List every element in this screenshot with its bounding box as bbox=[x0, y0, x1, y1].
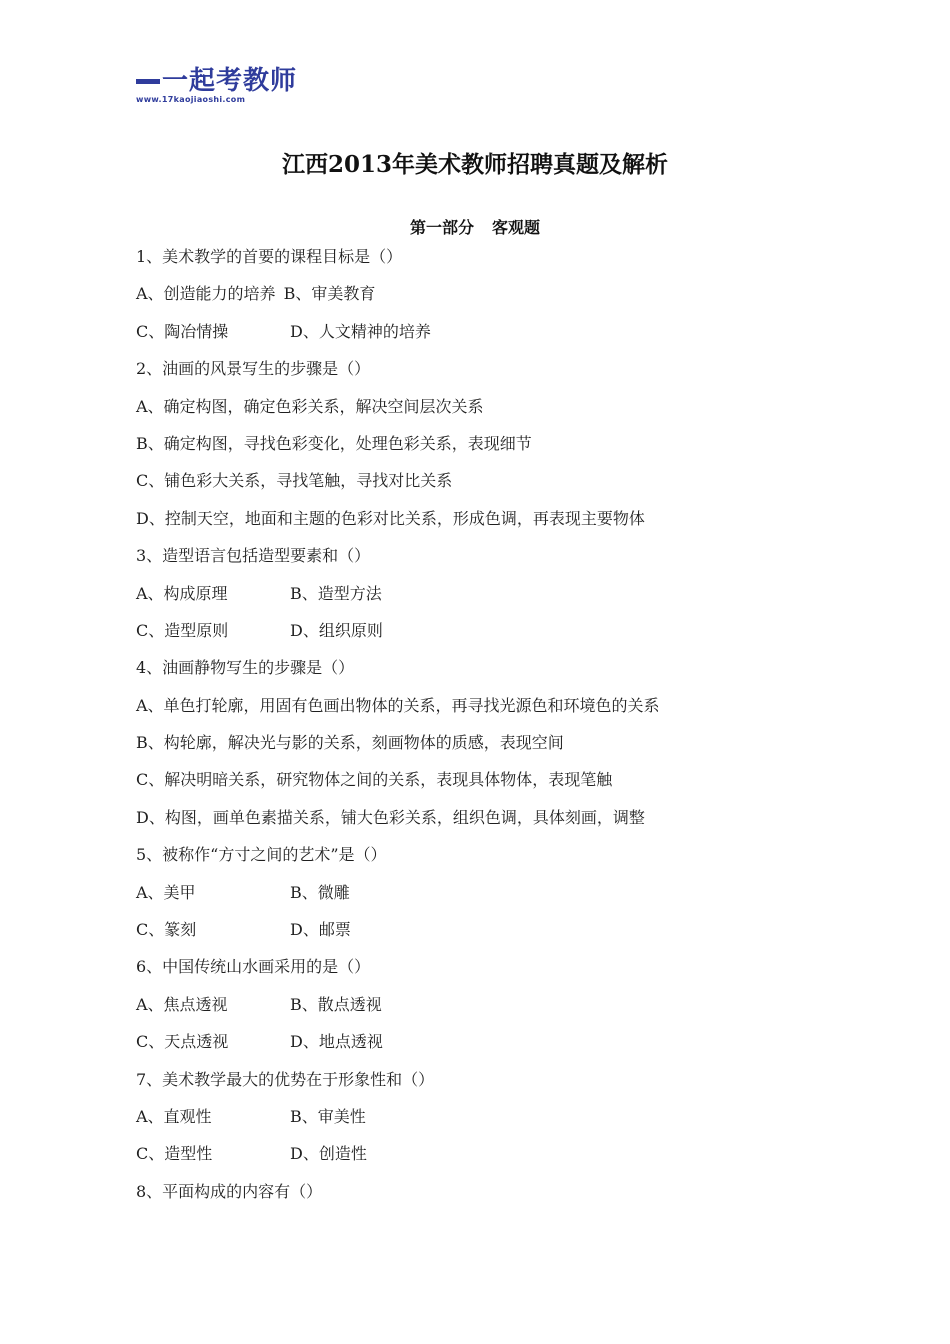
option-text: C、天点透视 bbox=[136, 1032, 229, 1052]
option-text: A、焦点透视 bbox=[136, 994, 228, 1014]
option-row bbox=[136, 1143, 836, 1180]
option-text: C、篆刻 bbox=[136, 920, 197, 940]
option-row bbox=[136, 470, 836, 507]
option-row bbox=[136, 732, 836, 769]
option-row bbox=[136, 321, 836, 358]
option-text: D、构图，画单色素描关系，铺大色彩关系，组织色调，具体刻画，调整 bbox=[136, 807, 645, 827]
option-text: A、确定构图，确定色彩关系，解决空间层次关系 bbox=[136, 396, 484, 416]
section-name: 客观题 bbox=[492, 218, 541, 237]
option-row bbox=[136, 769, 836, 806]
option-row bbox=[136, 695, 836, 732]
option-row bbox=[136, 1031, 836, 1068]
option-text: B、散点透视 bbox=[290, 994, 382, 1014]
option-text: A、构成原理 bbox=[136, 583, 228, 603]
question-text: 8、平面构成的内容有（） bbox=[136, 1181, 323, 1201]
option-text: D、组织原则 bbox=[290, 620, 383, 640]
question-list bbox=[136, 246, 836, 1218]
option-text: B、审美性 bbox=[290, 1106, 366, 1126]
option-row bbox=[136, 583, 836, 620]
option-text: D、控制天空，地面和主题的色彩对比关系，形成色调，再表现主要物体 bbox=[136, 508, 645, 528]
option-row bbox=[136, 882, 836, 919]
option-row bbox=[136, 807, 836, 844]
question-text: 6、中国传统山水画采用的是（） bbox=[136, 957, 371, 977]
option-text: D、创造性 bbox=[290, 1144, 367, 1164]
option-text: C、铺色彩大关系，寻找笔触，寻找对比关系 bbox=[136, 471, 453, 491]
logo-url: www.17kaojiaoshi.com bbox=[136, 95, 246, 104]
option-row bbox=[136, 508, 836, 545]
option-text: D、邮票 bbox=[290, 920, 351, 940]
option-row bbox=[136, 283, 836, 320]
question-text: 3、造型语言包括造型要素和（） bbox=[136, 546, 371, 566]
logo-wordmark bbox=[136, 66, 298, 96]
option-row bbox=[136, 433, 836, 470]
logo-dash bbox=[136, 79, 160, 84]
option-text: C、解决明暗关系，研究物体之间的关系，表现具体物体，表现笔触 bbox=[136, 770, 613, 790]
option-text: C、造型原则 bbox=[136, 620, 229, 640]
option-text: B、造型方法 bbox=[290, 583, 382, 603]
option-text: C、陶冶情操 bbox=[136, 321, 229, 341]
section-part: 第一部分 bbox=[409, 218, 474, 237]
option-text: D、人文精神的培养 bbox=[290, 321, 431, 341]
option-text: A、美甲 bbox=[136, 882, 196, 902]
option-text: B、微雕 bbox=[290, 882, 350, 902]
option-text: B、构轮廓，解决光与影的关系，刻画物体的质感，表现空间 bbox=[136, 733, 564, 753]
option-row bbox=[136, 620, 836, 657]
option-row bbox=[136, 994, 836, 1031]
logo-text: 一起考教师 bbox=[162, 66, 298, 96]
question-text: 1、美术教学的首要的课程目标是（） bbox=[136, 247, 403, 266]
section-heading bbox=[0, 217, 950, 239]
document-title: 江西2013年美术教师招聘真题及解析 bbox=[281, 151, 668, 178]
option-text: C、造型性 bbox=[136, 1144, 213, 1164]
option-row bbox=[136, 396, 836, 433]
option-row bbox=[136, 1106, 836, 1143]
option-text: D、地点透视 bbox=[290, 1032, 383, 1052]
option-text: A、单色打轮廓，用固有色画出物体的关系，再寻找光源色和环境色的关系 bbox=[136, 695, 660, 715]
logo bbox=[136, 66, 298, 108]
option-text: B、确定构图，寻找色彩变化，处理色彩关系，表现细节 bbox=[136, 433, 532, 453]
option-text: B、审美教育 bbox=[283, 284, 376, 304]
question-text: 2、油画的风景写生的步骤是（） bbox=[136, 359, 371, 379]
option-text: A、创造能力的培养 bbox=[136, 284, 276, 304]
question-text: 5、被称作“方寸之间的艺术”是（） bbox=[136, 845, 387, 865]
question-text: 7、美术教学最大的优势在于形象性和（） bbox=[136, 1069, 435, 1089]
option-row bbox=[136, 919, 836, 956]
option-text: A、直观性 bbox=[136, 1106, 212, 1126]
question-text: 4、油画静物写生的步骤是（） bbox=[136, 658, 355, 678]
